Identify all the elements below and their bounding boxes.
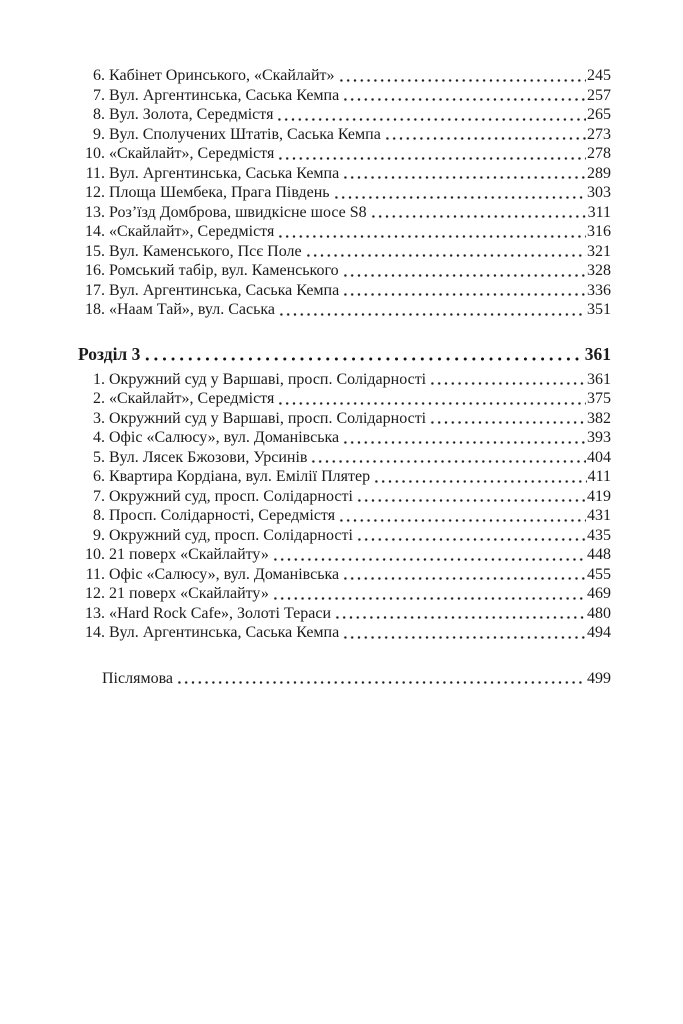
toc-entry xyxy=(78,545,611,565)
toc-entry-number: 15. xyxy=(85,242,105,260)
dot-leader xyxy=(143,342,583,366)
toc-entry-number: 13. xyxy=(85,203,105,221)
toc-entry xyxy=(78,105,611,125)
toc-entry-title: Окружний суд у Варшаві, просп. Солідарності xyxy=(109,370,427,388)
toc-entry-page: 336 xyxy=(587,281,611,299)
toc-entry xyxy=(78,222,611,242)
toc-entry-number: 1. xyxy=(93,370,105,388)
dot-leader xyxy=(384,125,586,145)
toc-entry-title: Вул. Аргентинська, Саська Кемпа xyxy=(109,624,340,641)
toc-entry-number: 10. xyxy=(85,546,105,563)
toc-entry xyxy=(78,584,611,604)
toc-entry-title: Вул. Аргентинська, Саська Кемпа xyxy=(109,164,340,182)
dot-leader xyxy=(342,623,586,643)
toc-entry-number: 17. xyxy=(85,281,105,299)
toc-entry-title: «Hard Rock Cafe», Золоті Тераси xyxy=(109,604,332,622)
toc-entry-number: 3. xyxy=(93,409,105,427)
toc-entry-title: Вул. Аргентинська, Саська Кемпа xyxy=(109,86,340,104)
table-of-contents xyxy=(78,66,611,688)
toc-entry-page: 303 xyxy=(587,184,611,201)
dot-leader xyxy=(277,222,586,242)
toc-entry-title: «Скайлайт», Середмістя xyxy=(109,223,275,240)
toc-entry xyxy=(78,242,611,262)
toc-entry-page: 411 xyxy=(587,468,611,485)
toc-entry-page: 455 xyxy=(587,565,611,583)
dot-leader xyxy=(429,409,586,429)
dot-leader xyxy=(342,164,586,184)
toc-entry-number: 9. xyxy=(93,526,105,544)
toc-entry-title: Вул. Аргентинська, Саська Кемпа xyxy=(109,281,340,299)
toc-entry-page: 351 xyxy=(587,301,611,318)
toc-entry-title: Вул. Золота, Середмістя xyxy=(109,106,274,123)
toc-entry-number: 8. xyxy=(93,106,105,123)
toc-entry-page: 289 xyxy=(587,164,611,182)
toc-entry-title: «Скайлайт», Середмістя xyxy=(109,145,275,162)
toc-entry-title: Вул. Сполучених Штатів, Саська Кемпа xyxy=(109,125,381,143)
toc-entry-title: «Наам Тай», вул. Саська xyxy=(109,301,276,318)
toc-entry-page: 311 xyxy=(587,203,611,221)
toc-entry-number: 8. xyxy=(93,507,105,524)
toc-entry-title: 21 поверх «Скайлайту» xyxy=(109,585,269,602)
toc-entry-page: 328 xyxy=(587,262,611,279)
dot-leader xyxy=(342,281,586,301)
toc-entry-page: 382 xyxy=(587,409,611,427)
toc-entry xyxy=(78,448,611,468)
dot-leader xyxy=(272,545,586,565)
toc-entry-title: Кабінет Оринського, «Скайлайт» xyxy=(109,67,335,84)
toc-entry-number: 12. xyxy=(85,184,105,201)
toc-entry-title: Окружний суд у Варшаві, просп. Солідарності xyxy=(109,409,427,427)
toc-entry-title: Площа Шембека, Прага Південь xyxy=(109,184,330,201)
toc-entry xyxy=(78,183,611,203)
toc-entry-title: Просп. Солідарності, Середмістя xyxy=(109,507,336,524)
toc-entry-page: 480 xyxy=(587,604,611,622)
dot-leader xyxy=(342,261,586,281)
toc-entry xyxy=(78,261,611,281)
toc-entry xyxy=(78,66,611,86)
dot-leader xyxy=(176,669,586,689)
afterword-page-number: 499 xyxy=(587,669,611,687)
toc-entry-number: 2. xyxy=(93,390,105,407)
toc-entry-page: 375 xyxy=(587,390,611,407)
toc-entry-page: 404 xyxy=(587,448,611,466)
toc-entry xyxy=(78,565,611,585)
toc-entry xyxy=(78,300,611,320)
toc-entry-page: 245 xyxy=(587,67,611,84)
toc-entry-title: Вул. Каменського, Псє Поле xyxy=(109,242,302,260)
toc-entry-title: «Скайлайт», Середмістя xyxy=(109,390,275,407)
toc-entry-title: Вул. Лясек Бжозови, Урсинів xyxy=(109,448,308,466)
toc-entry-page: 361 xyxy=(587,370,611,388)
toc-entry-number: 5. xyxy=(93,448,105,466)
toc-entry-title: Роз’їзд Домброва, швидкісне шосе S8 xyxy=(109,203,367,221)
dot-leader xyxy=(272,584,586,604)
toc-list-chapter3 xyxy=(78,370,611,643)
dot-leader xyxy=(342,565,586,585)
toc-entry-page: 448 xyxy=(587,546,611,563)
dot-leader xyxy=(429,370,586,390)
dot-leader xyxy=(305,242,586,262)
toc-entry xyxy=(78,409,611,429)
toc-entry xyxy=(78,467,611,487)
toc-entry xyxy=(78,370,611,390)
toc-entry-number: 16. xyxy=(85,262,105,279)
dot-leader xyxy=(278,300,586,320)
dot-leader xyxy=(338,66,586,86)
toc-entry-number: 11. xyxy=(85,164,105,182)
chapter-page-number: 361 xyxy=(584,343,611,364)
toc-entry-number: 12. xyxy=(85,585,105,602)
toc-entry-page: 273 xyxy=(587,125,611,143)
toc-entry-number: 10. xyxy=(85,145,105,162)
toc-entry xyxy=(78,281,611,301)
toc-entry-number: 9. xyxy=(93,125,105,143)
toc-entry xyxy=(78,164,611,184)
toc-entry-number: 13. xyxy=(85,604,105,622)
toc-entry xyxy=(78,203,611,223)
toc-entry-page: 431 xyxy=(587,507,611,524)
toc-entry xyxy=(78,506,611,526)
toc-entry-title: Окружний суд, просп. Солідарності xyxy=(109,487,353,505)
toc-entry-page: 469 xyxy=(587,585,611,602)
toc-entry-page: 278 xyxy=(587,145,611,162)
toc-entry-title: Ромський табір, вул. Каменського xyxy=(109,262,339,279)
dot-leader xyxy=(342,428,586,448)
toc-entry-number: 14. xyxy=(85,624,105,641)
chapter-heading xyxy=(78,342,611,366)
toc-entry-number: 18. xyxy=(85,301,105,318)
toc-entry xyxy=(78,604,611,624)
toc-entry-title: Офіс «Салюсу», вул. Доманівська xyxy=(109,565,340,583)
toc-entry-number: 7. xyxy=(93,487,105,505)
toc-entry-page: 321 xyxy=(587,242,611,260)
dot-leader xyxy=(310,448,586,468)
toc-entry-title: Офіс «Салюсу», вул. Доманівська xyxy=(109,429,340,446)
dot-leader xyxy=(373,467,587,487)
toc-entry xyxy=(78,526,611,546)
toc-entry-title: 21 поверх «Скайлайту» xyxy=(109,546,269,563)
dot-leader xyxy=(334,604,586,624)
toc-entry-number: 11. xyxy=(85,565,105,583)
dot-leader xyxy=(338,506,586,526)
toc-entry-page: 419 xyxy=(587,487,611,505)
toc-entry-title: Квартира Кордіана, вул. Емілії Плятер xyxy=(109,468,371,485)
toc-entry-page: 393 xyxy=(587,429,611,446)
afterword-title: Післямова xyxy=(102,669,174,687)
afterword-entry xyxy=(102,669,611,689)
dot-leader xyxy=(356,487,586,507)
dot-leader xyxy=(370,203,587,223)
dot-leader xyxy=(277,144,586,164)
toc-list-chapter2 xyxy=(78,66,611,320)
toc-entry xyxy=(78,487,611,507)
toc-entry-title: Окружний суд, просп. Солідарності xyxy=(109,526,353,544)
toc-entry-page: 265 xyxy=(587,106,611,123)
toc-entry-page: 316 xyxy=(587,223,611,240)
toc-entry xyxy=(78,125,611,145)
toc-entry-number: 7. xyxy=(93,86,105,104)
dot-leader xyxy=(356,526,586,546)
dot-leader xyxy=(333,183,586,203)
toc-entry-page: 435 xyxy=(587,526,611,544)
toc-entry xyxy=(78,428,611,448)
toc-entry-number: 6. xyxy=(93,67,105,84)
toc-entry-page: 494 xyxy=(587,624,611,641)
toc-entry-number: 6. xyxy=(93,468,105,485)
dot-leader xyxy=(277,389,586,409)
dot-leader xyxy=(276,105,586,125)
toc-entry xyxy=(78,86,611,106)
toc-entry-number: 14. xyxy=(85,223,105,240)
toc-entry xyxy=(78,389,611,409)
chapter-title: Розділ 3 xyxy=(78,343,141,364)
toc-entry-number: 4. xyxy=(93,429,105,446)
dot-leader xyxy=(342,86,586,106)
toc-entry xyxy=(78,623,611,643)
toc-entry-page: 257 xyxy=(587,86,611,104)
toc-entry xyxy=(78,144,611,164)
